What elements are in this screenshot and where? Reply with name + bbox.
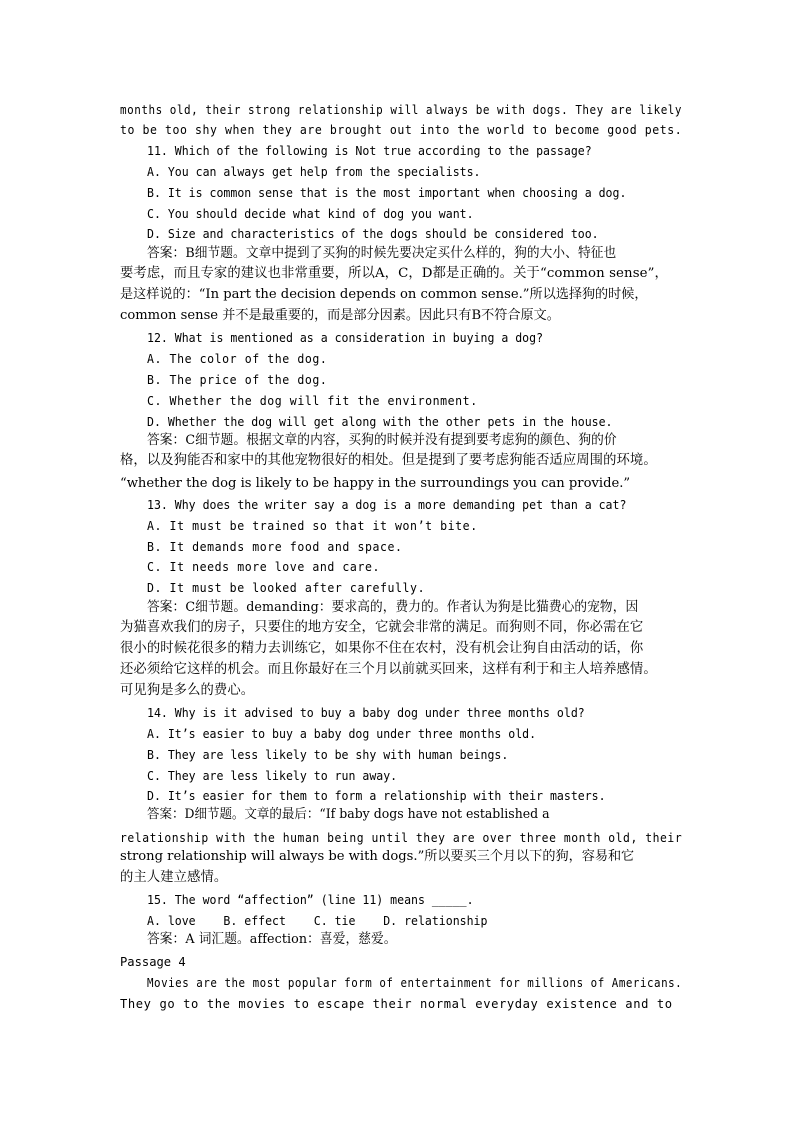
answer-12-explanation: 答案：C细节题。根据文章的内容，买狗的时候并没有提到要考虑狗的颜色、狗的价 bbox=[147, 433, 617, 448]
question-13: 13. Why does the writer say a dog is a more demanding pet than a cat? bbox=[147, 498, 627, 512]
question-13-option-c: C. It needs more love and care. bbox=[147, 560, 380, 574]
question-14: 14. Why is it advised to buy a baby dog under three months old? bbox=[147, 706, 585, 720]
question-11-option-d: D. Size and characteristics of the dogs should be considered too. bbox=[147, 227, 599, 241]
question-13-option-b: B. It demands more food and space. bbox=[147, 540, 403, 554]
passage-4-text-line: Movies are the most popular form of entertainment for millions of Americans. bbox=[147, 976, 683, 990]
question-12-option-d: D. Whether the dog will get along with the other pets in the house. bbox=[147, 415, 613, 429]
answer-15-explanation: 答案：A 词汇题。affection：喜爱，慈爱。 bbox=[147, 932, 397, 947]
answer-13-explanation: 答案：C细节题。demanding：要求高的，费力的。作者认为狗是比猫费心的宠物，因 bbox=[147, 600, 639, 615]
question-12-option-a: A. The color of the dog. bbox=[147, 352, 328, 366]
question-15-options: A. love B. effect C. tie D. relationship bbox=[147, 914, 488, 928]
answer-11-explanation: 要考虑，而且专家的建议也非常重要，所以A，C，D都是正确的。关于“common sense”， bbox=[120, 266, 668, 281]
question-13-option-a: A. It must be trained so that it won’t bite. bbox=[147, 519, 478, 533]
answer-12-explanation: 格，以及狗能否和家中的其他宠物很好的相处。但是提到了要考虑狗能否适应周围的环境。 bbox=[120, 453, 657, 468]
passage-4-text-line: They go to the movies to escape their normal everyday existence and to bbox=[120, 997, 673, 1011]
question-11: 11. Which of the following is Not true according to the passage? bbox=[147, 144, 592, 158]
answer-11-explanation: 答案：B细节题。文章中提到了买狗的时候先要决定买什么样的，狗的大小、特征也 bbox=[147, 246, 617, 261]
passage-4-heading: Passage 4 bbox=[120, 955, 186, 969]
question-14-option-c: C. They are less likely to run away. bbox=[147, 769, 398, 783]
question-11-option-a: A. You can always get help from the specialists. bbox=[147, 165, 481, 179]
question-12-option-b: B. The price of the dog. bbox=[147, 373, 328, 387]
answer-12-explanation: “whether the dog is likely to be happy in the surroundings you can provide.” bbox=[120, 476, 631, 491]
passage-text-line: to be too shy when they are brought out into the world to become good pets. bbox=[120, 123, 683, 137]
passage-text-line: months old, their strong relationship will always be with dogs. They are likely bbox=[120, 103, 683, 117]
question-15: 15. The word “affection” (line 11) means _____. bbox=[147, 893, 474, 907]
question-12-option-c: C. Whether the dog will fit the environment. bbox=[147, 394, 478, 408]
question-11-option-b: B. It is common sense that is the most important when choosing a dog. bbox=[147, 186, 627, 200]
question-11-option-c: C. You should decide what kind of dog you want. bbox=[147, 207, 474, 221]
answer-11-explanation: 是这样说的：“In part the decision depends on common sense.”所以选择狗的时候， bbox=[120, 287, 648, 302]
answer-14-explanation: 答案：D细节题。文章的最后：“If baby dogs have not established a bbox=[147, 807, 550, 822]
answer-13-explanation: 很小的时候花很多的精力去训练它，如果你不住在农村，没有机会让狗自由活动的话，你 bbox=[120, 641, 644, 656]
answer-13-explanation: 还必须给它这样的机会。而且你最好在三个月以前就买回来，这样有利于和主人培养感情。 bbox=[120, 662, 657, 677]
question-14-option-d: D. It’s easier for them to form a relationship with their masters. bbox=[147, 789, 606, 803]
question-14-option-a: A. It’s easier to buy a baby dog under three months old. bbox=[147, 727, 537, 741]
question-13-option-d: D. It must be looked after carefully. bbox=[147, 581, 426, 595]
question-14-option-b: B. They are less likely to be shy with human beings. bbox=[147, 748, 509, 762]
answer-13-explanation: 为猫喜欢我们的房子，只要住的地方安全，它就会非常的满足。而狗则不同，你必需在它 bbox=[120, 620, 644, 635]
answer-14-explanation: 的主人建立感情。 bbox=[120, 870, 228, 885]
question-12: 12. What is mentioned as a consideration in buying a dog? bbox=[147, 331, 544, 345]
answer-14-explanation: strong relationship will always be with dogs.”所以要买三个月以下的狗，容易和它 bbox=[120, 849, 635, 864]
answer-13-explanation: 可见狗是多么的费心。 bbox=[120, 683, 255, 698]
answer-14-explanation: relationship with the human being until they are over three month old, their bbox=[120, 831, 683, 845]
answer-11-explanation: common sense 并不是最重要的，而是部分因素。因此只有B不符合原文。 bbox=[120, 308, 560, 323]
